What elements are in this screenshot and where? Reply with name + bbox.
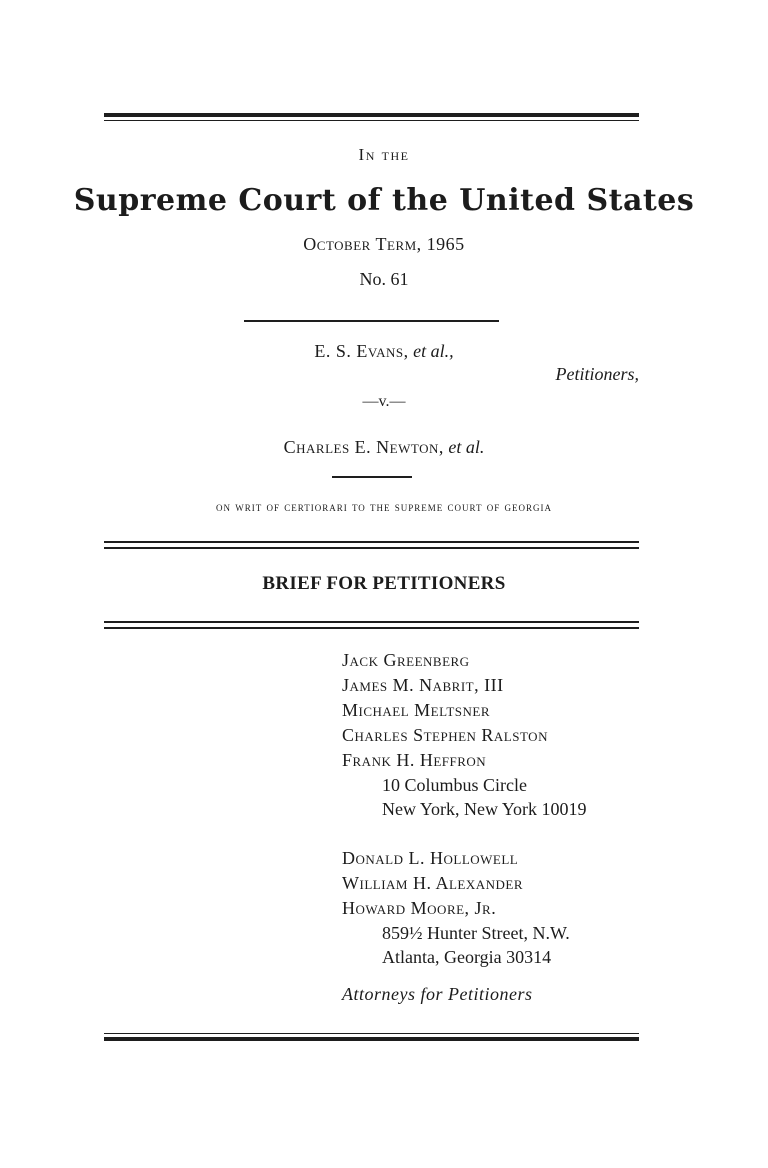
address-line: New York, New York 10019 bbox=[382, 799, 587, 819]
address-line: Atlanta, Georgia 30314 bbox=[382, 947, 552, 967]
counsel-name: James M. Nabrit, III bbox=[342, 675, 504, 695]
counsel-name: Donald L. Hollowell bbox=[342, 848, 519, 868]
versus-label: —v.— bbox=[362, 393, 406, 410]
petitioner-role: Petitioners, bbox=[555, 364, 639, 384]
address-line: 859½ Hunter Street, N.W. bbox=[382, 923, 570, 943]
top-rule-thick bbox=[104, 113, 639, 117]
title-rule-top-2 bbox=[104, 547, 639, 549]
respondent-rule bbox=[332, 476, 412, 478]
title-rule-bottom-1 bbox=[104, 621, 639, 623]
petitioner-line bbox=[0, 341, 768, 362]
respondent-line bbox=[0, 437, 768, 458]
respondent-et-al: et al. bbox=[448, 437, 485, 457]
title-rule-bottom-2 bbox=[104, 627, 639, 629]
bottom-rule-thick bbox=[104, 1037, 639, 1041]
counsel-name: Frank H. Heffron bbox=[342, 750, 487, 770]
counsel-name: Charles Stephen Ralston bbox=[342, 725, 548, 745]
brief-title: BRIEF FOR PETITIONERS bbox=[262, 573, 506, 594]
petitioner-name: E. S. Evans, bbox=[314, 341, 409, 361]
term-label: October Term, 1965 bbox=[303, 234, 465, 254]
caption-rule bbox=[244, 320, 499, 322]
counsel-name: William H. Alexander bbox=[342, 873, 524, 893]
respondent-name: Charles E. Newton, bbox=[283, 437, 444, 457]
court-name: Supreme Court of the United States bbox=[73, 183, 695, 218]
in-the-label: In the bbox=[358, 145, 410, 164]
docket-number: No. 61 bbox=[359, 269, 409, 289]
bottom-rule-thin bbox=[104, 1033, 639, 1034]
writ-line: on writ of certiorari to the supreme court of georgia bbox=[215, 499, 552, 514]
attorneys-label: Attorneys for Petitioners bbox=[342, 984, 533, 1004]
petitioner-et-al: et al., bbox=[413, 341, 454, 361]
counsel-name: Jack Greenberg bbox=[342, 650, 470, 670]
address-line: 10 Columbus Circle bbox=[382, 775, 527, 795]
title-rule-top-1 bbox=[104, 541, 639, 543]
counsel-name: Howard Moore, Jr. bbox=[342, 898, 497, 918]
counsel-name: Michael Meltsner bbox=[342, 700, 491, 720]
top-rule-thin bbox=[104, 120, 639, 121]
